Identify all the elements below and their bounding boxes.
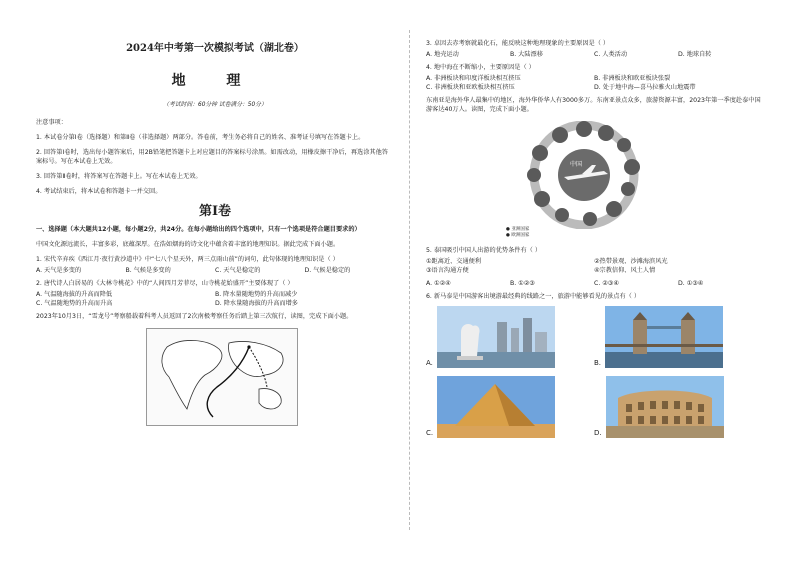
question-1-stem: 1. 宋代辛弃疾《西江月·夜行黄沙道中》中“七八个星天外，两三点雨山前”的词句，此句体现的地理知识是（ ） xyxy=(36,255,339,263)
q6-option-b-label: B. xyxy=(594,358,602,367)
q3-option-c[interactable]: C. 人类活动 xyxy=(594,50,628,58)
q5-option-d[interactable]: D. ①③④ xyxy=(678,279,704,287)
question-2-options xyxy=(36,291,394,309)
question-5-stem: 5. 泰国吸引中国人出游的优势条件有（ ） xyxy=(426,246,542,254)
q2-option-a[interactable]: A. 气温随海拔的升高而降低 xyxy=(36,290,113,298)
q5-item-1: ①距离近、交通便利 xyxy=(426,257,482,265)
q1-option-d[interactable]: D. 气候是稳定的 xyxy=(304,266,351,274)
column-divider xyxy=(409,30,411,530)
left-column xyxy=(36,42,394,426)
q5-option-c[interactable]: C. ②③④ xyxy=(594,279,619,287)
exam-meta: （考试时间：60分钟 试卷满分：50分） xyxy=(163,101,267,108)
q6-option-b[interactable] xyxy=(594,306,762,368)
q5-item-4: ④宗教信仰、风土人情 xyxy=(594,266,656,274)
colosseum-photo xyxy=(606,376,724,438)
world-map-icon xyxy=(147,329,297,425)
q4-option-a[interactable]: A. 非洲板块和印度洋板块相互挤压 xyxy=(426,74,521,82)
route-map xyxy=(146,328,298,426)
q4-option-c[interactable]: C. 非洲板块和亚欧板块相互挤压 xyxy=(426,83,515,91)
intro-2: 2023年10月3日，“雪龙号”考察船载着科考人员返回了2次南极考察任务后踏上第三次航行，读图，完成下面小题。 xyxy=(36,312,353,320)
diagram-center-label: 中国 xyxy=(570,160,583,168)
q5-item-2: ②热带景观、沙滩海滨风光 xyxy=(594,257,668,265)
q6-option-a-label: A. xyxy=(426,358,433,367)
merlion-photo xyxy=(437,306,555,368)
q3-option-d[interactable]: D. 地球自转 xyxy=(678,50,712,58)
subject-title: 地 理 xyxy=(171,72,259,89)
notice-heading: 注意事项： xyxy=(36,119,67,127)
q3-option-b[interactable]: B. 大陆漂移 xyxy=(510,50,543,58)
q4-option-d[interactable]: D. 处于地中海—喜马拉雅火山地震带 xyxy=(594,83,696,91)
notice-item: 3. 回答第Ⅱ卷时，将答案写在答题卡上。写在本试卷上无效。 xyxy=(36,173,202,181)
question-1-options xyxy=(36,267,394,276)
question-4-stem: 4. 地中海在不断缩小，主要原因是（ ） xyxy=(426,63,535,71)
question-5-items xyxy=(426,258,762,276)
right-column xyxy=(426,40,762,438)
section-instruction: 一、选择题（本大题共12小题，每小题2分，共24分。在每小题给出的四个选项中，只有一个选项是符合题目要求的） xyxy=(36,225,361,233)
diagram-legend xyxy=(506,227,529,239)
question-6-photos xyxy=(426,306,762,438)
intro-1: 中国文化源远流长，丰富多彩，底蕴深厚。在浩如烟海的诗文化中蕴含着丰富的地理知识。据此完成下面小题。 xyxy=(36,240,340,248)
question-5-options xyxy=(426,280,762,289)
destination-ring-icon xyxy=(504,121,670,229)
question-4-options xyxy=(426,75,762,93)
q6-option-c[interactable] xyxy=(426,376,594,438)
question-3-stem: 3. 卓因去赤考察就最化石，能反映这种地理现象的主要原因是（ ） xyxy=(426,40,610,47)
section-title: 第Ⅰ卷 xyxy=(198,204,232,220)
q6-option-d[interactable] xyxy=(594,376,762,438)
question-6-stem: 6. 新马泰是中国游客出境游最经典的线路之一，旅游中能够看见的景点有（ ） xyxy=(426,292,641,300)
travel-destination-diagram xyxy=(504,121,670,243)
q2-option-c[interactable]: C. 气温随地势的升高而升高 xyxy=(36,299,113,307)
q6-option-d-label: D. xyxy=(594,428,602,437)
notice-item: 4. 考试结束后，将本试卷和答题卡一并交回。 xyxy=(36,188,162,196)
notice-item: 1. 本试卷分第Ⅰ卷（选择题）和第Ⅱ卷（非选择题）两部分。答卷前，考生务必将自己的姓名、准考证号填写在答题卡上。 xyxy=(36,134,365,142)
q5-option-b[interactable]: B. ①②③ xyxy=(510,279,535,287)
tower-bridge-photo xyxy=(605,306,723,368)
q2-option-d[interactable]: D. 降水量随海拔的升高而增多 xyxy=(215,299,298,307)
notice-item: 2. 回答第Ⅰ卷时，选出每小题答案后，用2B铅笔把答题卡上对应题目的答案标号涂黑。如需改动，用橡皮擦干净后，再选涂其他答案标号。写在本试卷上无效。 xyxy=(36,149,388,166)
q5-item-3: ③语言沟通方便 xyxy=(426,266,469,274)
intro-3: 东南亚是海外华人最集中的地区，海外华侨华人有3000多万。东南亚景点众多，旅游资源丰富，2023年第一季度赴泰中国游客达40万人。读图，完成下面小题。 xyxy=(426,96,761,113)
q1-option-c[interactable]: C. 天气是稳定的 xyxy=(215,266,261,274)
legend-europe: ● 欧洲国家 xyxy=(506,232,530,238)
q6-option-a[interactable] xyxy=(426,306,594,368)
question-2-stem: 2. 唐代诗人白居易的《大林寺桃花》中的“人间四月芳菲尽，山寺桃花始盛开”主要体现了（ ） xyxy=(36,279,294,287)
q5-option-a[interactable]: A. ①②④ xyxy=(426,279,451,287)
q1-option-b[interactable]: B. 气候是多变的 xyxy=(125,266,171,274)
q4-option-b[interactable]: B. 非洲板块和欧亚板块张裂 xyxy=(594,74,671,82)
q2-option-b[interactable]: B. 降水量随地势的升高而减少 xyxy=(215,290,298,298)
q3-option-a[interactable]: A. 地壳运动 xyxy=(426,50,459,58)
q1-option-a[interactable]: A. 天气是多变的 xyxy=(36,266,82,274)
pyramid-photo xyxy=(437,376,555,438)
exam-title: 2024年中考第一次模拟考试（湖北卷） xyxy=(126,43,304,54)
question-3-options xyxy=(426,51,762,60)
q6-option-c-label: C. xyxy=(426,428,434,437)
legend-asia: ● 亚洲国家 xyxy=(506,226,530,232)
